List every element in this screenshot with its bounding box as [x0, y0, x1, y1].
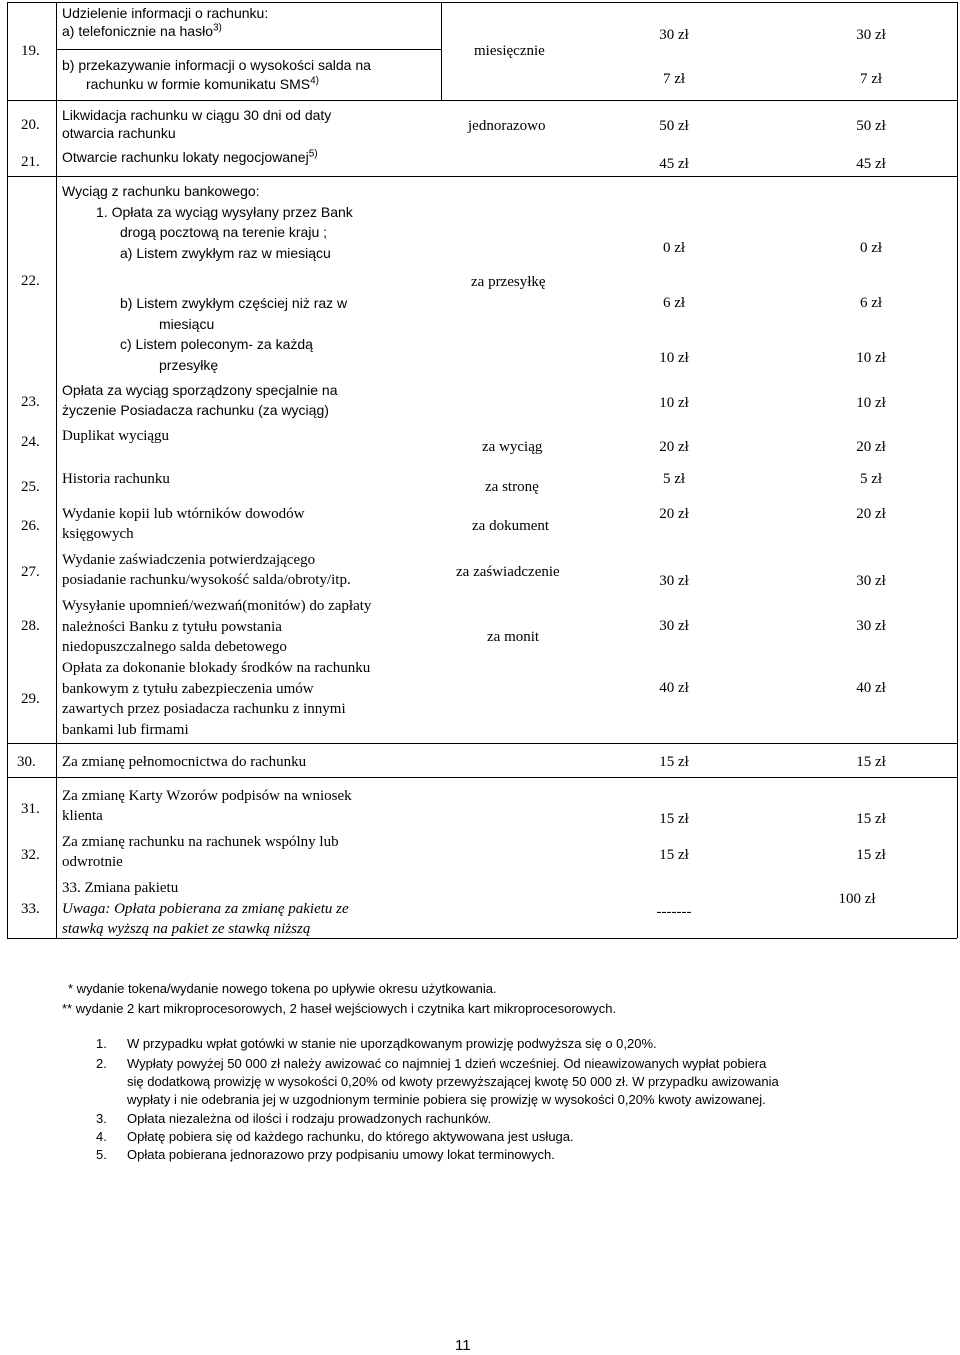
fee-value: 50 zł — [659, 118, 689, 134]
row-description: przesyłkę — [159, 357, 219, 373]
row-description: Wysyłanie upomnień/wezwań(monitów) do zapłaty — [62, 598, 372, 614]
fee-value: 40 zł — [856, 680, 886, 696]
row-description: zawartych przez posiadacza rachunku z innymi — [62, 701, 346, 717]
fee-value: 10 zł — [659, 350, 689, 366]
row-description: Otwarcie rachunku lokaty negocjowanej$^{5)}$ — [62, 148, 318, 165]
footnote-number: 1. — [96, 1036, 107, 1051]
fee-value: 20 zł — [856, 506, 886, 522]
footnote-text: W przypadku wpłat gotówki w stanie nie uporządkowanym prowizję podwyższa się o 0,20%. — [127, 1036, 657, 1051]
charge-mode: za wyciąg — [482, 439, 543, 455]
row-description: bankowym z tytułu zabezpieczenia umów — [62, 681, 314, 697]
table-col-divider — [56, 2, 57, 938]
row-description: Udzielenie informacji o rachunku: — [62, 5, 269, 21]
row-description: a) telefonicznie na hasło$^{3)}$ — [62, 22, 222, 39]
row-description: Duplikat wyciągu — [62, 428, 170, 444]
row-number: 29. — [21, 691, 40, 707]
row-description: klienta — [62, 808, 103, 824]
row-description: niedopuszczalnego salda debetowego — [62, 639, 287, 655]
row-divider — [7, 743, 957, 744]
charge-mode: za dokument — [472, 518, 550, 534]
fee-value: 7 zł — [859, 71, 883, 87]
row-description: Opłata za dokonanie blokady środków na rachunku — [62, 660, 371, 676]
footnote-text: wypłaty i nie odebrania jej w uzgodnionym terminie pobiera się prowizję w wysokości 0,20% kwoty awizowanej. — [127, 1092, 766, 1107]
fee-value: 6 zł — [662, 295, 686, 311]
row-description: Likwidacja rachunku w ciągu 30 dni od daty — [62, 107, 332, 123]
table-border-right — [957, 2, 958, 938]
row-description: c) Listem poleconym- za każdą — [120, 336, 313, 352]
row-number: 33. — [21, 901, 40, 917]
row-number: 26. — [21, 518, 40, 534]
fee-value: 15 zł — [856, 847, 886, 863]
row-number: 23. — [21, 394, 40, 410]
charge-mode: miesięcznie — [474, 43, 545, 59]
table-border-top — [7, 2, 957, 3]
fee-value: 40 zł — [659, 680, 689, 696]
footnote-number: 5. — [96, 1147, 107, 1162]
footnote-text: się dodatkową prowizję w wysokości 0,20% od kwoty przewyższającej kwotę 50 000 zł. W przypadku awizowania — [127, 1074, 779, 1089]
row-number: 28. — [21, 618, 40, 634]
row-description: posiadanie rachunku/wysokość salda/obroty/itp. — [62, 572, 351, 588]
fee-value: 5 zł — [662, 471, 686, 487]
row-note: Uwaga: Opłata pobierana za zmianę pakietu ze — [62, 901, 349, 917]
row-description: Za zmianę Karty Wzorów podpisów na wniosek — [62, 788, 352, 804]
row-description: bankami lub firmami — [62, 722, 189, 738]
row-description: otwarcia rachunku — [62, 125, 176, 141]
fee-value: 6 zł — [859, 295, 883, 311]
footnote-star: ** wydanie 2 kart mikroprocesorowych, 2 haseł wejściowych i czytnika kart mikroprocesorowych. — [62, 1001, 617, 1016]
row-description: Opłata za wyciąg sporządzony specjalnie na — [62, 382, 338, 398]
row-divider — [7, 176, 957, 177]
row-number: 21. — [21, 154, 40, 170]
row-description: życzenie Posiadacza rachunku (za wyciąg) — [62, 402, 329, 418]
footnote-number: 3. — [96, 1111, 107, 1126]
fee-value: 30 zł — [659, 27, 689, 43]
row-description: Za zmianę rachunku na rachunek wspólny lub — [62, 834, 339, 850]
row-description: drogą pocztową na terenie kraju ; — [120, 224, 328, 240]
footnote-number: 4. — [96, 1129, 107, 1144]
row-description: Wyciąg z rachunku bankowego: — [62, 183, 260, 199]
row-number: 25. — [21, 479, 40, 495]
row-divider — [7, 777, 957, 778]
table-col-divider — [441, 2, 442, 100]
fee-value: 15 zł — [659, 847, 689, 863]
charge-mode: za przesyłkę — [471, 274, 546, 290]
fee-value: 10 zł — [856, 395, 886, 411]
row-description: 33. Zmiana pakietu — [62, 880, 179, 896]
fee-value: 45 zł — [856, 156, 886, 172]
row-description: należności Banku z tytułu powstania — [62, 619, 282, 635]
fee-value: 30 zł — [856, 573, 886, 589]
row-divider — [7, 100, 957, 101]
fee-value: 0 zł — [859, 240, 883, 256]
row-note: stawką wyższą na pakiet ze stawką niższą — [62, 921, 311, 937]
charge-mode: za monit — [487, 629, 540, 645]
fee-value: 30 zł — [856, 618, 886, 634]
fee-value: 10 zł — [659, 395, 689, 411]
fee-value: 20 zł — [659, 506, 689, 522]
charge-mode: za zaświadczenie — [456, 564, 560, 580]
fee-value: 15 zł — [659, 811, 689, 827]
row-description: b) Listem zwykłym częściej niż raz w — [120, 295, 348, 311]
fee-value: 30 zł — [856, 27, 886, 43]
row-description: księgowych — [62, 526, 134, 542]
fee-value: ------- — [656, 904, 692, 920]
fee-value: 20 zł — [659, 439, 689, 455]
row-description: odwrotnie — [62, 854, 123, 870]
row-description: Wydanie zaświadczenia potwierdzającego — [62, 552, 316, 568]
row-description: miesiącu — [159, 316, 215, 332]
row-number: 24. — [21, 434, 40, 450]
fee-value: 15 zł — [856, 754, 886, 770]
fee-value: 20 zł — [856, 439, 886, 455]
row-number: 22. — [21, 273, 40, 289]
row-number: 19. — [21, 43, 40, 59]
fee-value: 50 zł — [856, 118, 886, 134]
row-description: 1. Opłata za wyciąg wysyłany przez Bank — [96, 204, 353, 220]
row-number: 30. — [17, 754, 36, 770]
charge-mode: za stronę — [485, 479, 539, 495]
row-number: 31. — [21, 801, 40, 817]
fee-value: 30 zł — [659, 618, 689, 634]
row-number: 32. — [21, 847, 40, 863]
row-number: 27. — [21, 564, 40, 580]
row-description: Za zmianę pełnomocnictwa do rachunku — [62, 754, 307, 770]
charge-mode: jednorazowo — [468, 118, 546, 134]
fee-value: 0 zł — [662, 240, 686, 256]
row-description: Historia rachunku — [62, 471, 170, 487]
footnote-text: Opłatę pobiera się od każdego rachunku, do którego aktywowana jest usługa. — [127, 1129, 574, 1144]
footnote-text: Wypłaty powyżej 50 000 zł należy awizować co najmniej 1 dzień wcześniej. Od nieawizowanych wypłat pobiera — [127, 1056, 767, 1071]
fee-value: 30 zł — [659, 573, 689, 589]
footnote-text: Opłata niezależna od ilości i rodzaju prowadzonych rachunków. — [127, 1111, 492, 1126]
page-number: 11 — [455, 1337, 471, 1354]
fee-value: 7 zł — [662, 71, 686, 87]
footnote-number: 2. — [96, 1056, 107, 1071]
fee-value: 5 zł — [859, 471, 883, 487]
fee-value: 45 zł — [659, 156, 689, 172]
fee-value: 10 zł — [856, 350, 886, 366]
footnote-star: * wydanie tokena/wydanie nowego tokena po upływie okresu użytkowania. — [68, 981, 497, 996]
footnote-text: Opłata pobierana jednorazowo przy podpisaniu umowy lokat terminowych. — [127, 1147, 555, 1162]
fee-value: 15 zł — [856, 811, 886, 827]
row-description: b) przekazywanie informacji o wysokości salda na — [62, 57, 371, 73]
row-description: rachunku w formie komunikatu SMS$^{4)}$ — [86, 75, 319, 92]
row-description: Wydanie kopii lub wtórników dowodów — [62, 506, 305, 522]
table-border-left — [7, 2, 8, 938]
fee-value: 15 zł — [659, 754, 689, 770]
fee-value: 100 zł — [838, 891, 876, 907]
row-divider — [56, 49, 442, 50]
row-description: a) Listem zwykłym raz w miesiącu — [120, 245, 331, 261]
row-number: 20. — [21, 117, 40, 133]
